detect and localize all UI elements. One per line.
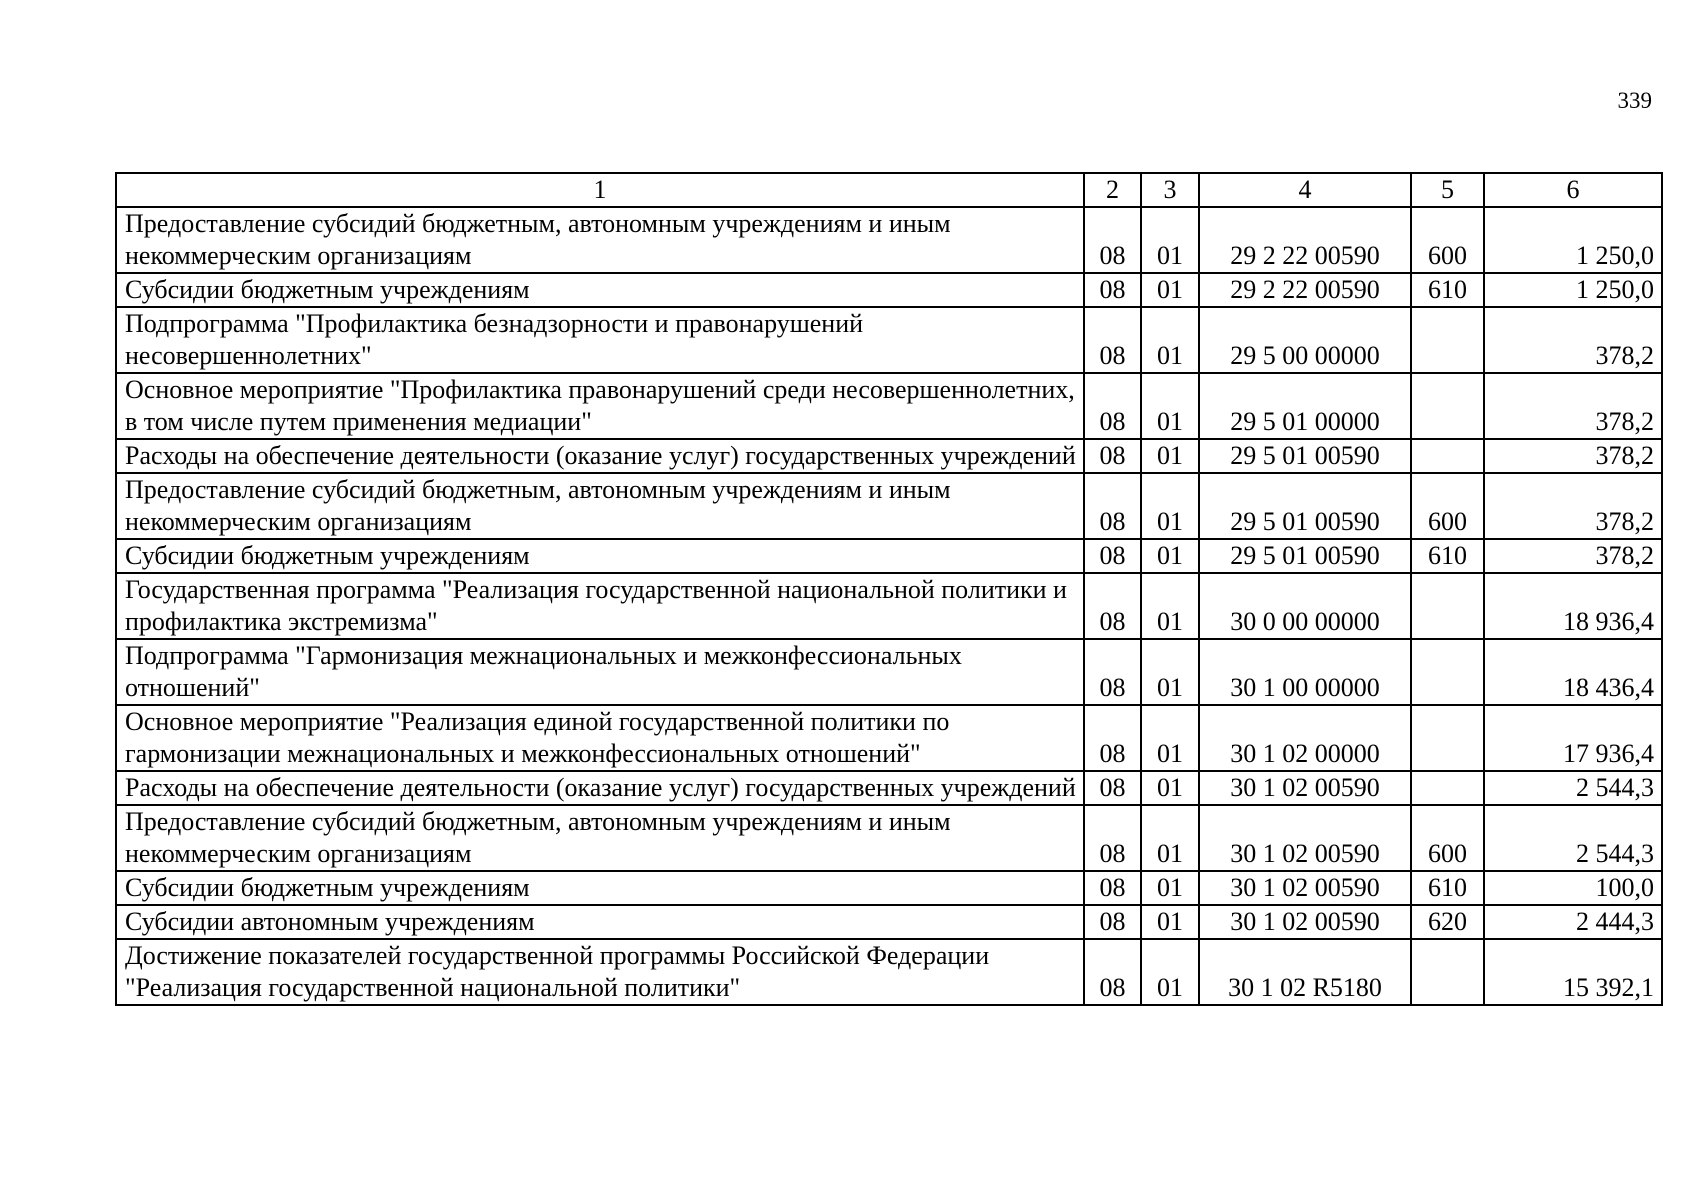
cell-expense-type: 600 bbox=[1411, 805, 1484, 871]
cell-target-article: 29 5 01 00590 bbox=[1199, 473, 1411, 539]
column-number-row bbox=[116, 173, 1662, 207]
cell-amount: 18 436,4 bbox=[1484, 639, 1662, 705]
column-header: 1 bbox=[116, 173, 1084, 207]
cell-section: 08 bbox=[1084, 705, 1141, 771]
cell-expense-type: 610 bbox=[1411, 273, 1484, 307]
cell-expense-type bbox=[1411, 373, 1484, 439]
cell-amount: 378,2 bbox=[1484, 439, 1662, 473]
cell-target-article: 30 1 02 00590 bbox=[1199, 771, 1411, 805]
cell-section: 08 bbox=[1084, 539, 1141, 573]
cell-amount: 18 936,4 bbox=[1484, 573, 1662, 639]
cell-target-article: 30 1 00 00000 bbox=[1199, 639, 1411, 705]
cell-name: Основное мероприятие "Профилактика правонарушений среди несовершеннолетних, в том числе путем применения медиации" bbox=[116, 373, 1084, 439]
cell-target-article: 30 1 02 00000 bbox=[1199, 705, 1411, 771]
cell-section: 08 bbox=[1084, 273, 1141, 307]
cell-name: Достижение показателей государственной программы Российской Федерации "Реализация государственной национальной политики" bbox=[116, 939, 1084, 1005]
cell-name: Субсидии бюджетным учреждениям bbox=[116, 539, 1084, 573]
cell-name: Предоставление субсидий бюджетным, автономным учреждениям и иным некоммерческим организациям bbox=[116, 805, 1084, 871]
cell-target-article: 30 0 00 00000 bbox=[1199, 573, 1411, 639]
cell-subsection: 01 bbox=[1141, 905, 1199, 939]
cell-subsection: 01 bbox=[1141, 573, 1199, 639]
cell-amount: 1 250,0 bbox=[1484, 207, 1662, 273]
cell-section: 08 bbox=[1084, 871, 1141, 905]
cell-amount: 100,0 bbox=[1484, 871, 1662, 905]
cell-amount: 1 250,0 bbox=[1484, 273, 1662, 307]
cell-amount: 17 936,4 bbox=[1484, 705, 1662, 771]
cell-expense-type: 600 bbox=[1411, 473, 1484, 539]
cell-target-article: 30 1 02 00590 bbox=[1199, 805, 1411, 871]
table-row bbox=[116, 373, 1662, 439]
page-number: 339 bbox=[1617, 88, 1652, 113]
cell-target-article: 29 5 00 00000 bbox=[1199, 307, 1411, 373]
cell-amount: 378,2 bbox=[1484, 539, 1662, 573]
cell-name: Субсидии бюджетным учреждениям bbox=[116, 273, 1084, 307]
cell-section: 08 bbox=[1084, 905, 1141, 939]
column-header: 2 bbox=[1084, 173, 1141, 207]
column-header: 3 bbox=[1141, 173, 1199, 207]
table-row bbox=[116, 939, 1662, 1005]
cell-expense-type bbox=[1411, 307, 1484, 373]
cell-section: 08 bbox=[1084, 771, 1141, 805]
table-row bbox=[116, 871, 1662, 905]
column-header: 5 bbox=[1411, 173, 1484, 207]
cell-target-article: 29 5 01 00000 bbox=[1199, 373, 1411, 439]
cell-subsection: 01 bbox=[1141, 771, 1199, 805]
cell-section: 08 bbox=[1084, 573, 1141, 639]
cell-subsection: 01 bbox=[1141, 473, 1199, 539]
cell-subsection: 01 bbox=[1141, 939, 1199, 1005]
table-row bbox=[116, 539, 1662, 573]
cell-section: 08 bbox=[1084, 939, 1141, 1005]
table-row bbox=[116, 573, 1662, 639]
cell-target-article: 29 5 01 00590 bbox=[1199, 439, 1411, 473]
cell-subsection: 01 bbox=[1141, 207, 1199, 273]
cell-subsection: 01 bbox=[1141, 705, 1199, 771]
cell-expense-type bbox=[1411, 705, 1484, 771]
cell-section: 08 bbox=[1084, 805, 1141, 871]
cell-name: Предоставление субсидий бюджетным, автономным учреждениям и иным некоммерческим организациям bbox=[116, 207, 1084, 273]
cell-subsection: 01 bbox=[1141, 805, 1199, 871]
cell-subsection: 01 bbox=[1141, 373, 1199, 439]
cell-section: 08 bbox=[1084, 207, 1141, 273]
cell-amount: 2 544,3 bbox=[1484, 805, 1662, 871]
cell-target-article: 29 5 01 00590 bbox=[1199, 539, 1411, 573]
cell-expense-type: 610 bbox=[1411, 539, 1484, 573]
cell-amount: 2 544,3 bbox=[1484, 771, 1662, 805]
cell-amount: 378,2 bbox=[1484, 473, 1662, 539]
cell-amount: 378,2 bbox=[1484, 373, 1662, 439]
cell-expense-type bbox=[1411, 639, 1484, 705]
cell-target-article: 30 1 02 00590 bbox=[1199, 871, 1411, 905]
cell-target-article: 29 2 22 00590 bbox=[1199, 207, 1411, 273]
budget-table bbox=[115, 172, 1663, 1006]
cell-expense-type: 600 bbox=[1411, 207, 1484, 273]
table-row bbox=[116, 439, 1662, 473]
cell-name: Государственная программа "Реализация государственной национальной политики и профилактика экстремизма" bbox=[116, 573, 1084, 639]
cell-target-article: 30 1 02 R5180 bbox=[1199, 939, 1411, 1005]
cell-subsection: 01 bbox=[1141, 273, 1199, 307]
cell-name: Расходы на обеспечение деятельности (оказание услуг) государственных учреждений bbox=[116, 771, 1084, 805]
table-row bbox=[116, 805, 1662, 871]
cell-name: Предоставление субсидий бюджетным, автономным учреждениям и иным некоммерческим организациям bbox=[116, 473, 1084, 539]
cell-name: Подпрограмма "Профилактика безнадзорности и правонарушений несовершеннолетних" bbox=[116, 307, 1084, 373]
table-body bbox=[116, 207, 1662, 1005]
cell-name: Субсидии бюджетным учреждениям bbox=[116, 871, 1084, 905]
cell-expense-type: 610 bbox=[1411, 871, 1484, 905]
cell-subsection: 01 bbox=[1141, 871, 1199, 905]
cell-expense-type: 620 bbox=[1411, 905, 1484, 939]
cell-amount: 2 444,3 bbox=[1484, 905, 1662, 939]
cell-name: Основное мероприятие "Реализация единой государственной политики по гармонизации межнациональных и межконфессиональных отношений" bbox=[116, 705, 1084, 771]
cell-expense-type bbox=[1411, 573, 1484, 639]
cell-expense-type bbox=[1411, 439, 1484, 473]
table-row bbox=[116, 771, 1662, 805]
table-row bbox=[116, 307, 1662, 373]
cell-section: 08 bbox=[1084, 373, 1141, 439]
column-header: 6 bbox=[1484, 173, 1662, 207]
table-row bbox=[116, 639, 1662, 705]
cell-subsection: 01 bbox=[1141, 539, 1199, 573]
cell-section: 08 bbox=[1084, 473, 1141, 539]
table-row bbox=[116, 905, 1662, 939]
table-row bbox=[116, 473, 1662, 539]
cell-target-article: 30 1 02 00590 bbox=[1199, 905, 1411, 939]
table-row bbox=[116, 273, 1662, 307]
cell-subsection: 01 bbox=[1141, 639, 1199, 705]
cell-subsection: 01 bbox=[1141, 439, 1199, 473]
cell-name: Подпрограмма "Гармонизация межнациональных и межконфессиональных отношений" bbox=[116, 639, 1084, 705]
cell-section: 08 bbox=[1084, 639, 1141, 705]
cell-name: Расходы на обеспечение деятельности (оказание услуг) государственных учреждений bbox=[116, 439, 1084, 473]
cell-expense-type bbox=[1411, 939, 1484, 1005]
table-row bbox=[116, 705, 1662, 771]
cell-target-article: 29 2 22 00590 bbox=[1199, 273, 1411, 307]
cell-name: Субсидии автономным учреждениям bbox=[116, 905, 1084, 939]
column-header: 4 bbox=[1199, 173, 1411, 207]
cell-section: 08 bbox=[1084, 439, 1141, 473]
cell-amount: 15 392,1 bbox=[1484, 939, 1662, 1005]
table-row bbox=[116, 207, 1662, 273]
cell-section: 08 bbox=[1084, 307, 1141, 373]
cell-subsection: 01 bbox=[1141, 307, 1199, 373]
cell-expense-type bbox=[1411, 771, 1484, 805]
cell-amount: 378,2 bbox=[1484, 307, 1662, 373]
